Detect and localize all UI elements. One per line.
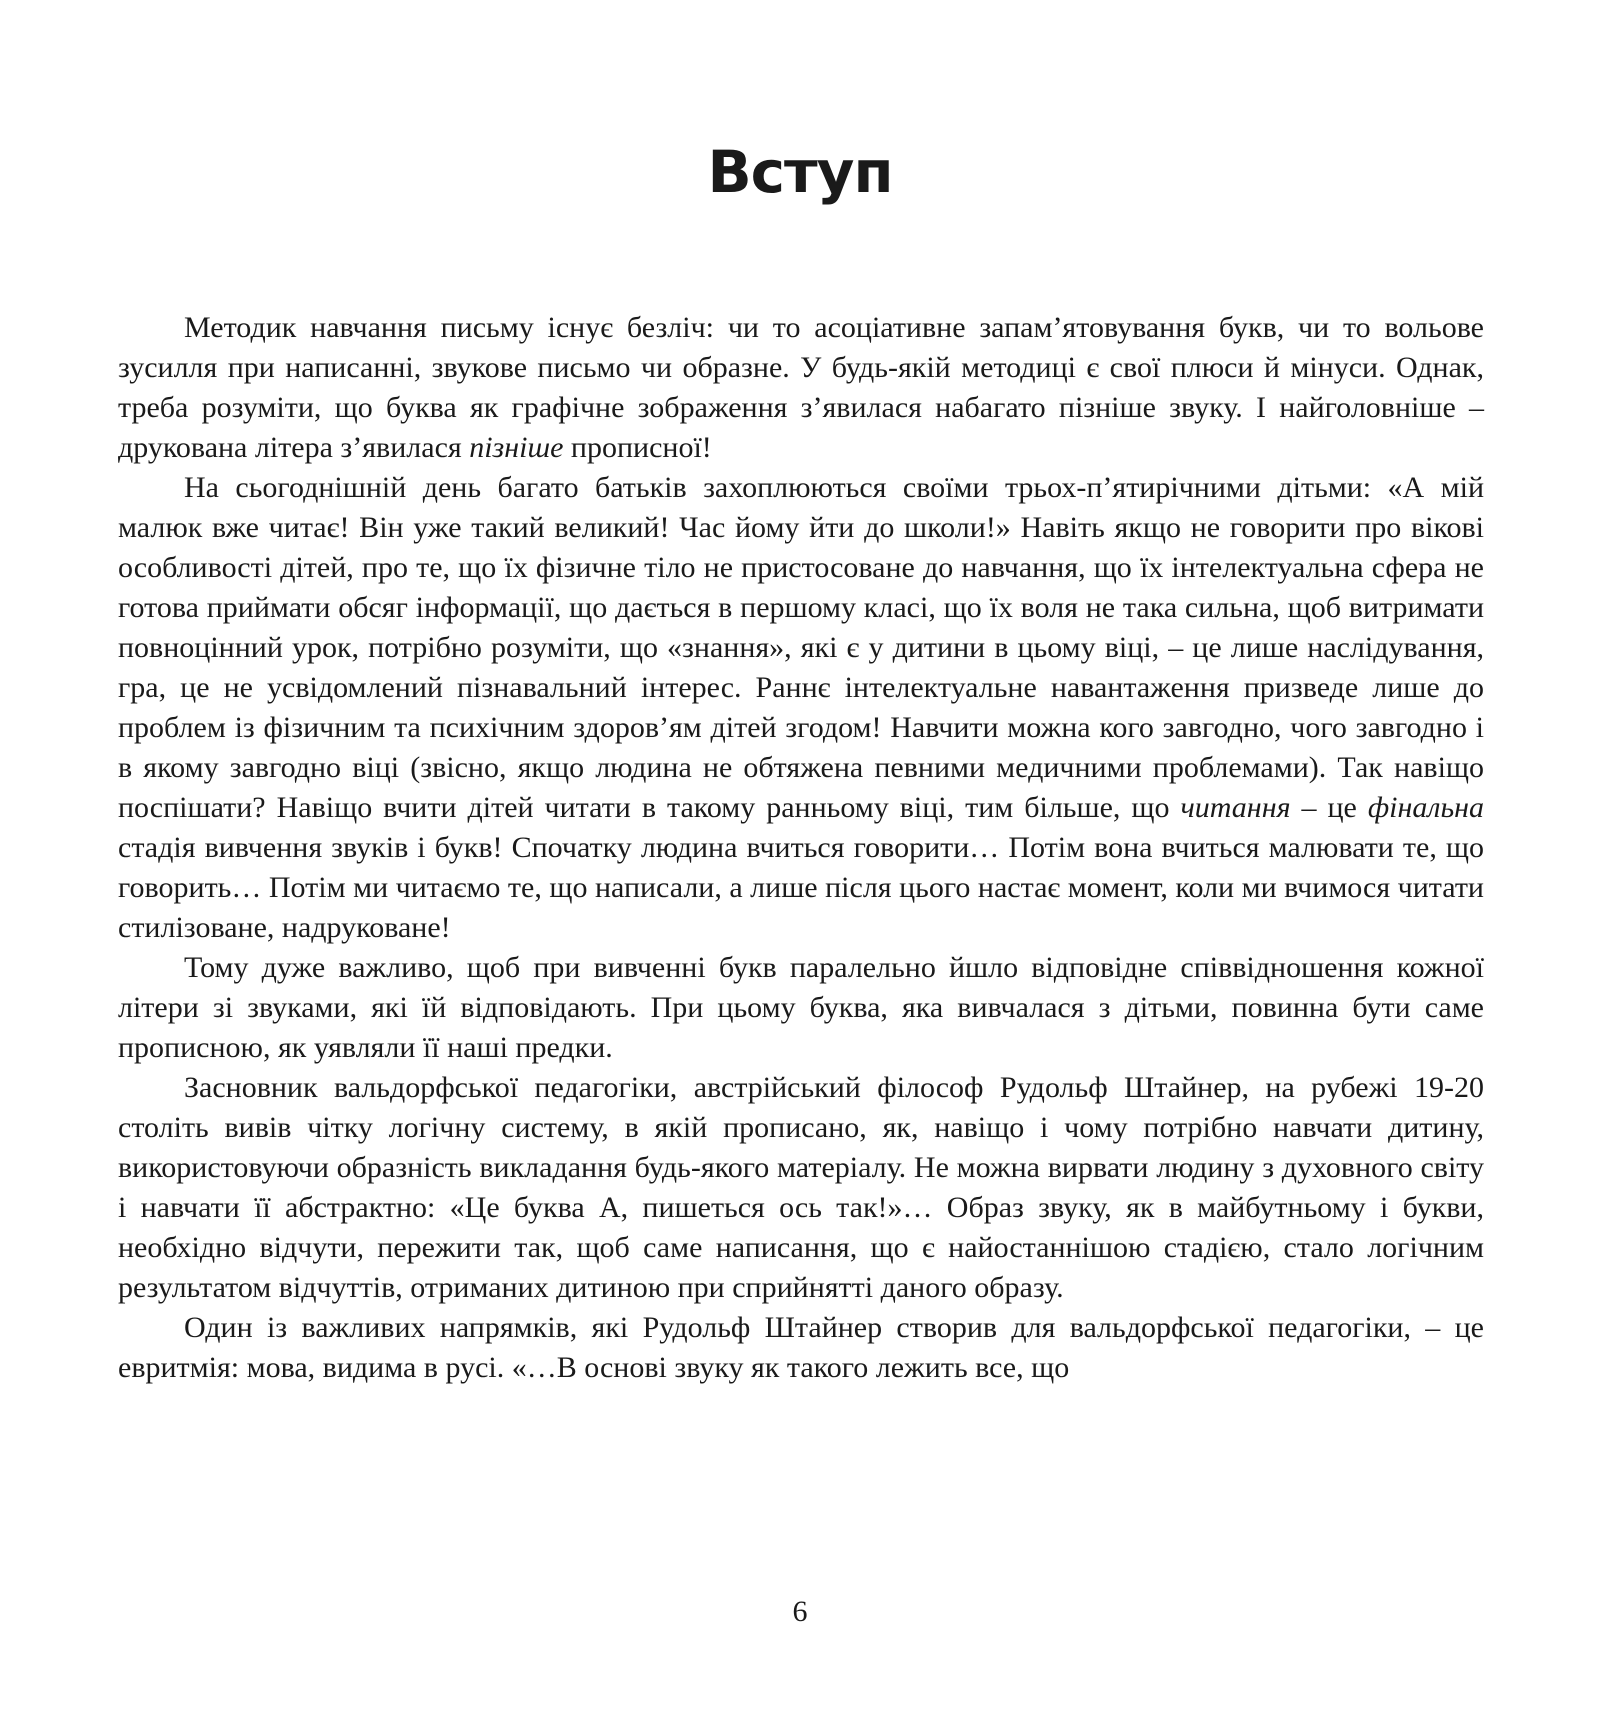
text-segment: На сьогоднішній день багато батьків захоплюються своїми трьох-п’ятирічними дітьми: «А мій малюк вже читає! Він уже такий великий! Час йому йти до школи!» Навіть якщо не говорити про вікові особливості дітей, про те, що їх фізичне тіло не пристосоване до навчання, що їх інтелектуальна сфера не готова приймати обсяг інформації, що дається в першому класі, що їх воля не така сильна, щоб витримати повноцінний урок, потрібно розуміти, що «знання», які є у дитини в цьому віці, – це лише наслідування, гра, це не усвідомлений пізнавальний інтерес. Раннє інтелектуальне навантаження призведе лише до проблем із фізичним та психічним здоров’ям дітей згодом! Навчити можна кого завгодно, чого завгодно і в якому завгодно віці (звісно, якщо людина не обтяжена певними медичними проблемами). Так навіщо поспішати? Навіщо вчити дітей читати в такому ранньому віці, тим більше, що — [118, 471, 1484, 824]
page-number: 6 — [792, 1595, 808, 1628]
body-text — [118, 308, 1484, 1388]
paragraph-2 — [118, 468, 1484, 948]
paragraph-1 — [118, 308, 1484, 468]
text-segment: Методик навчання письму існує безліч: чи то асоціативне запам’ятовування букв, чи то вольове зусилля при написанні, звукове письмо чи образне. У будь-якій методиці є свої плюси й мінуси. Однак, треба розуміти, що буква як графічне зображення з’явилася набагато пізніше звуку. І найголовніше – друкована літера з’явилася — [118, 311, 1484, 464]
text-segment: прописної! — [563, 431, 712, 464]
paragraph-4 — [118, 1068, 1484, 1308]
emphasis-text: читання — [1180, 791, 1291, 824]
paragraph-3 — [118, 948, 1484, 1068]
text-segment: Засновник вальдорфської педагогіки, австрійський філософ Рудольф Штайнер, на рубежі 19-20 століть вивів чітку логічну систему, в якій прописано, як, навіщо і чому потрібно навчати дитину, використовуючи образність викладання будь-якого матеріалу. Не можна вирвати людину з духовного світу і навчати її абстрактно: «Це буква А, пишеться ось так!»… Образ звуку, як в майбутньому і букви, необхідно відчути, пережити так, щоб саме написання, що є найостаннішою стадією, стало логічним результатом відчуттів, отриманих дитиною при сприйнятті даного образу. — [118, 1071, 1484, 1304]
text-segment: Тому дуже важливо, щоб при вивченні букв паралельно йшло відповідне співвідношення кожної літери зі звуками, які їй відповідають. При цьому буква, яка вивчалася з дітьми, повинна бути саме прописною, як уявляли її наші предки. — [118, 951, 1484, 1064]
emphasis-text: фінальна — [1367, 791, 1484, 824]
paragraph-5 — [118, 1308, 1484, 1388]
text-segment: стадія вивчення звуків і букв! Спочатку людина вчиться говорити… Потім вона вчиться малювати те, що говорить… Потім ми читаємо те, що написали, а лише після цього настає момент, коли ми вчимося читати стилізоване, надруковане! — [118, 831, 1484, 944]
text-segment: – це — [1290, 791, 1368, 824]
chapter-title: Вступ — [707, 138, 893, 206]
emphasis-text: пізніше — [469, 431, 564, 464]
text-segment: Один із важливих напрямків, які Рудольф Штайнер створив для вальдорфської педагогіки, – це евритмія: мова, видима в русі. «…В основі звуку як такого лежить все, що — [118, 1311, 1484, 1384]
